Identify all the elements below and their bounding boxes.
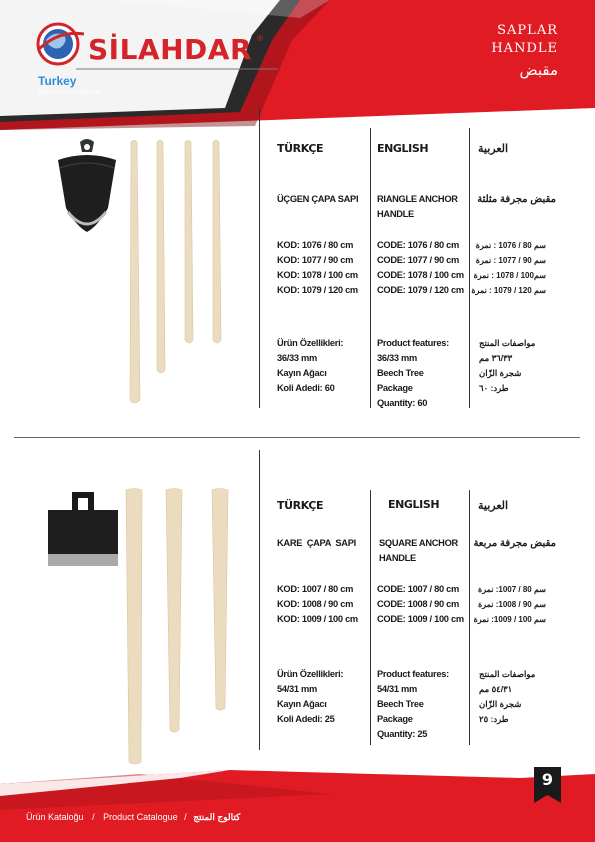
header-title-tr: SAPLAR bbox=[497, 23, 558, 38]
column-divider bbox=[370, 128, 371, 408]
product-name-tr: ÜÇGEN ÇAPA SAPI bbox=[277, 194, 359, 204]
column-divider bbox=[469, 128, 470, 408]
product-name-en: SQUARE ANCHOR HANDLE bbox=[379, 538, 458, 563]
feature-ar: مواصفات المنتج bbox=[479, 338, 536, 348]
column-heading-tr: TÜRKÇE bbox=[277, 142, 324, 155]
feature-en: 36/33 mm bbox=[377, 353, 417, 363]
square-hoe-image bbox=[44, 490, 122, 572]
product-name-ar: مقبض مجرفة مثلثة bbox=[477, 194, 556, 205]
code-en: CODE: 1007 / 80 cm bbox=[377, 584, 459, 594]
feature-en: Product features: bbox=[377, 338, 449, 348]
code-en: CODE: 1008 / 90 cm bbox=[377, 599, 459, 609]
feature-ar: ٣٦/٣٣ مم bbox=[479, 353, 513, 363]
triangle-hoe-image bbox=[48, 138, 126, 233]
footer-label-en: Product Catalogue bbox=[103, 812, 178, 822]
footer-separator: / bbox=[184, 812, 187, 822]
feature-en: Quantity: 25 bbox=[377, 729, 428, 739]
code-ar: سم 100 / 1009: نمرة bbox=[473, 615, 546, 624]
column-heading-en: ENGLISH bbox=[377, 142, 429, 155]
feature-en: Product features: bbox=[377, 669, 449, 679]
header-title-en: HANDLE bbox=[491, 41, 558, 56]
brand-name: SİLAHDAR bbox=[88, 33, 253, 66]
feature-ar: ٥٤/٣١ مم bbox=[479, 684, 513, 694]
column-heading-ar: العربية bbox=[478, 500, 509, 512]
footer-label-ar: كتالوج المنتج bbox=[193, 812, 241, 822]
feature-tr: Kayın Ağacı bbox=[277, 699, 327, 709]
code-en: CODE: 1077 / 90 cm bbox=[377, 255, 459, 265]
column-divider bbox=[469, 490, 470, 745]
feature-en: Quantity: 60 bbox=[377, 398, 428, 408]
footer-background bbox=[0, 770, 595, 842]
feature-en: Package bbox=[377, 383, 413, 393]
code-tr: KOD: 1007 / 80 cm bbox=[277, 584, 354, 594]
triangle-handles-image bbox=[125, 138, 235, 413]
footer-label bbox=[26, 812, 240, 823]
code-en: CODE: 1079 / 120 cm bbox=[377, 285, 464, 295]
feature-tr: 36/33 mm bbox=[277, 353, 317, 363]
column-divider bbox=[259, 450, 260, 750]
feature-en: 54/31 mm bbox=[377, 684, 417, 694]
feature-tr: Ürün Özellikleri: bbox=[277, 669, 344, 679]
code-tr: KOD: 1009 / 100 cm bbox=[277, 614, 358, 624]
column-heading-tr: TÜRKÇE bbox=[277, 499, 324, 512]
feature-en: Beech Tree bbox=[377, 699, 424, 709]
code-ar: سم 90 / 1077 : نمرة bbox=[475, 256, 546, 265]
product-name-ar: مقبض مجرفة مربعة bbox=[473, 538, 556, 549]
footer-separator: / bbox=[92, 812, 95, 822]
feature-ar: طرد: ٢٥ bbox=[479, 714, 509, 724]
code-tr: KOD: 1008 / 90 cm bbox=[277, 599, 354, 609]
registered-mark: ® bbox=[257, 34, 263, 43]
header-title-ar: مقبض bbox=[519, 61, 558, 79]
code-ar: سم 80 / 1007: نمرة bbox=[478, 585, 546, 594]
code-ar: سم100 / 1078 : نمرة bbox=[473, 271, 546, 280]
feature-tr: Kayın Ağacı bbox=[277, 368, 327, 378]
footer-label-tr: Ürün Kataloğu bbox=[26, 812, 84, 822]
column-heading-en: ENGLISH bbox=[388, 498, 440, 511]
column-divider bbox=[259, 108, 260, 408]
code-en: CODE: 1076 / 80 cm bbox=[377, 240, 459, 250]
feature-ar: شجرة الزّان bbox=[479, 699, 522, 709]
product-name-tr: KARE ÇAPA SAPI bbox=[277, 538, 356, 548]
section-divider bbox=[14, 437, 580, 438]
feature-tr: Ürün Özellikleri: bbox=[277, 338, 344, 348]
brand-country: Turkey bbox=[38, 74, 77, 88]
code-tr: KOD: 1078 / 100 cm bbox=[277, 270, 358, 280]
column-divider bbox=[370, 490, 371, 745]
code-tr: KOD: 1079 / 120 cm bbox=[277, 285, 358, 295]
feature-ar: مواصفات المنتج bbox=[479, 669, 536, 679]
code-ar: سم 120 / 1079 : نمرة bbox=[471, 286, 546, 295]
code-tr: KOD: 1076 / 80 cm bbox=[277, 240, 354, 250]
feature-ar: طرد: ٦٠ bbox=[479, 383, 509, 393]
page-number: 9 bbox=[541, 770, 554, 789]
feature-tr: 54/31 mm bbox=[277, 684, 317, 694]
feature-en: Package bbox=[377, 714, 413, 724]
feature-ar: شجرة الزّان bbox=[479, 368, 522, 378]
square-handles-image bbox=[120, 486, 240, 766]
product-name-en: RIANGLE ANCHOR HANDLE bbox=[377, 194, 458, 219]
code-en: CODE: 1009 / 100 cm bbox=[377, 614, 464, 624]
code-tr: KOD: 1077 / 90 cm bbox=[277, 255, 354, 265]
brand-tagline: Discover the potential bbox=[38, 89, 101, 96]
code-ar: سم 80 / 1076 : نمرة bbox=[475, 241, 546, 250]
feature-tr: Koli Adedi: 25 bbox=[277, 714, 335, 724]
code-en: CODE: 1078 / 100 cm bbox=[377, 270, 464, 280]
feature-tr: Koli Adedi: 60 bbox=[277, 383, 335, 393]
column-heading-ar: العربية bbox=[478, 143, 509, 155]
code-ar: سم 90 / 1008: نمرة bbox=[478, 600, 546, 609]
feature-en: Beech Tree bbox=[377, 368, 424, 378]
